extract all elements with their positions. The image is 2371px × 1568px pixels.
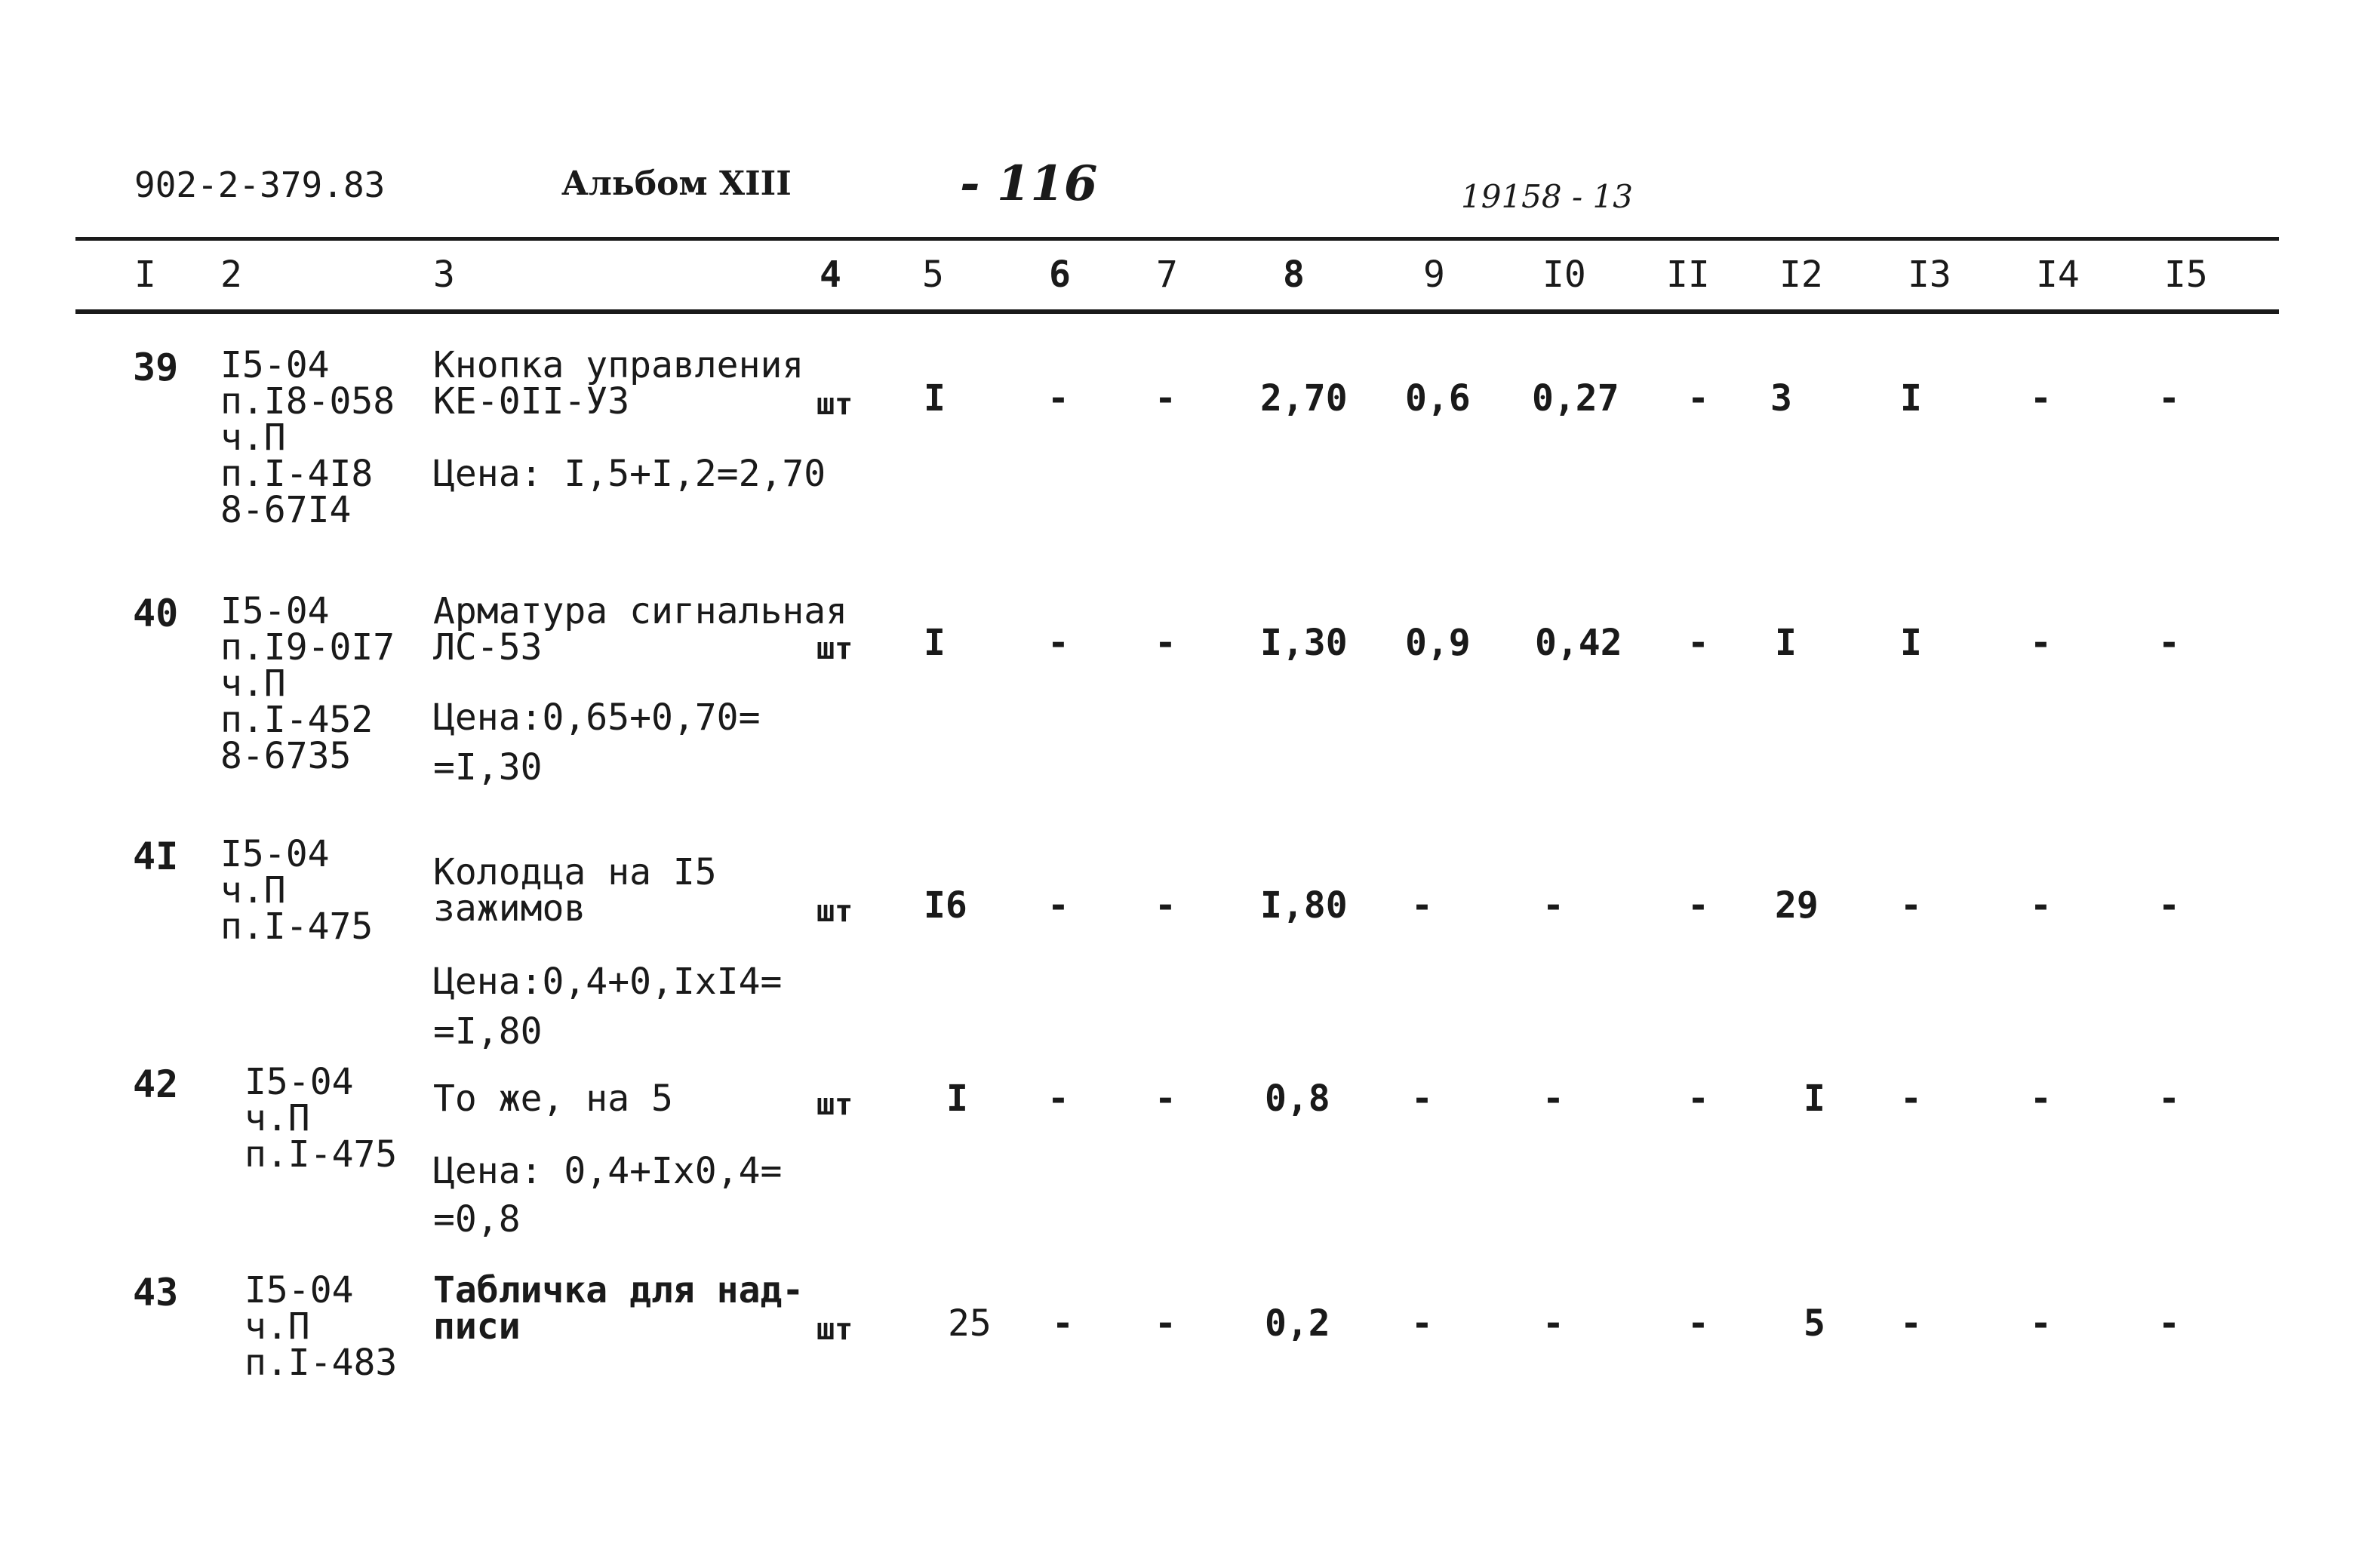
col-8-value: I,30 — [1260, 622, 1348, 664]
col-15-value: - — [2158, 1078, 2180, 1120]
norm-code: I5-04 п.I8-058 ч.П п.I-4I8 8-67I4 — [220, 344, 395, 531]
price-note: Цена:0,65+0,70= =I,30 — [433, 696, 761, 789]
col-5-value: I — [946, 1078, 968, 1120]
row-number: 39 — [133, 346, 179, 389]
album-label: Альбом XIII — [561, 164, 792, 203]
norm-code: I5-04 п.I9-0I7 ч.П п.I-452 8-6735 — [220, 590, 395, 777]
unit: шт — [816, 894, 853, 929]
col-10-value: - — [1542, 1078, 1564, 1120]
col-12-value: 29 — [1775, 884, 1819, 927]
col-14-value: - — [2030, 884, 2052, 927]
col-num-2: 2 — [220, 254, 242, 296]
row-number: 42 — [133, 1062, 179, 1106]
unit: шт — [816, 632, 853, 666]
col-6-value: - — [1052, 1302, 1074, 1345]
item-name: То же, на 5 — [433, 1078, 673, 1120]
col-11-value: - — [1687, 622, 1709, 664]
col-13-value: - — [1900, 1078, 1922, 1120]
col-15-value: - — [2158, 884, 2180, 927]
col-9-value: - — [1411, 1302, 1433, 1345]
col-num-6: 6 — [1049, 254, 1071, 296]
col-num-5: 5 — [922, 254, 944, 296]
page-number-handwritten: - 116 — [960, 155, 1098, 212]
col-6-value: - — [1047, 377, 1069, 420]
col-num-11: II — [1666, 254, 1710, 296]
col-5-value: 25 — [948, 1302, 992, 1345]
header-top-rule — [75, 237, 2279, 241]
col-num-4: 4 — [820, 254, 841, 296]
col-5-value: I6 — [924, 884, 967, 927]
col-num-13: I3 — [1908, 254, 1951, 296]
col-9-value: - — [1411, 884, 1433, 927]
unit: шт — [816, 387, 853, 422]
col-10-value: 0,27 — [1532, 377, 1619, 420]
col-6-value: - — [1047, 622, 1069, 664]
col-11-value: - — [1687, 1078, 1709, 1120]
norm-code: I5-04 ч.П п.I-483 — [244, 1269, 398, 1384]
header-bottom-rule — [75, 309, 2279, 314]
row-number: 4I — [133, 835, 179, 878]
col-15-value: - — [2158, 1302, 2180, 1345]
col-15-value: - — [2158, 377, 2180, 420]
col-num-14: I4 — [2036, 254, 2080, 296]
col-6-value: - — [1047, 1078, 1069, 1120]
col-10-value: 0,42 — [1535, 622, 1622, 664]
col-7-value: - — [1155, 377, 1176, 420]
col-14-value: - — [2030, 1302, 2052, 1345]
col-11-value: - — [1687, 377, 1709, 420]
col-8-value: 0,8 — [1265, 1078, 1330, 1120]
col-num-15: I5 — [2164, 254, 2208, 296]
col-9-value: 0,6 — [1405, 377, 1471, 420]
col-12-value: I — [1804, 1078, 1825, 1120]
col-10-value: - — [1542, 884, 1564, 927]
col-10-value: - — [1542, 1302, 1564, 1345]
norm-code: I5-04 ч.П п.I-475 — [220, 833, 374, 948]
col-8-value: I,80 — [1260, 884, 1348, 927]
col-8-value: 0,2 — [1265, 1302, 1330, 1345]
document-code: 902-2-379.83 — [134, 164, 386, 205]
norm-code: I5-04 ч.П п.I-475 — [244, 1061, 398, 1176]
price-note: Цена:0,4+0,IxI4= =I,80 — [433, 961, 783, 1053]
price-note: Цена: I,5+I,2=2,70 — [433, 453, 826, 495]
item-name: Табличка для над- писи — [433, 1269, 804, 1348]
col-12-value: 3 — [1770, 377, 1792, 420]
item-name: Арматура сигнальная ЛС-53 — [433, 590, 848, 669]
col-7-value: - — [1155, 1302, 1176, 1345]
col-14-value: - — [2030, 622, 2052, 664]
row-number: 40 — [133, 592, 179, 635]
col-7-value: - — [1155, 1078, 1176, 1120]
col-12-value: I — [1775, 622, 1797, 664]
col-13-value: - — [1900, 884, 1922, 927]
col-9-value: - — [1411, 1078, 1433, 1120]
col-num-1: I — [134, 254, 156, 296]
col-11-value: - — [1687, 1302, 1709, 1345]
col-num-3: 3 — [433, 254, 455, 296]
col-7-value: - — [1155, 622, 1176, 664]
col-13-value: - — [1900, 1302, 1922, 1345]
col-12-value: 5 — [1804, 1302, 1825, 1345]
reference-number-handwritten: 19158 - 13 — [1461, 178, 1633, 215]
col-14-value: - — [2030, 377, 2052, 420]
col-11-value: - — [1687, 884, 1709, 927]
col-15-value: - — [2158, 622, 2180, 664]
col-num-8: 8 — [1283, 254, 1305, 296]
col-num-9: 9 — [1423, 254, 1445, 296]
item-name: Кнопка управления КЕ-0II-У3 — [433, 344, 804, 423]
col-num-7: 7 — [1156, 254, 1178, 296]
unit: шт — [816, 1087, 853, 1122]
col-7-value: - — [1155, 884, 1176, 927]
price-note: Цена: 0,4+Ix0,4= =0,8 — [433, 1150, 783, 1241]
col-8-value: 2,70 — [1260, 377, 1348, 420]
unit: шт — [816, 1312, 853, 1347]
col-13-value: I — [1900, 377, 1922, 420]
col-5-value: I — [924, 377, 946, 420]
col-num-12: I2 — [1779, 254, 1823, 296]
col-13-value: I — [1900, 622, 1922, 664]
item-name: Колодца на I5 зажимов — [433, 851, 717, 930]
col-14-value: - — [2030, 1078, 2052, 1120]
col-5-value: I — [924, 622, 946, 664]
row-number: 43 — [133, 1271, 179, 1314]
col-9-value: 0,9 — [1405, 622, 1471, 664]
col-6-value: - — [1047, 884, 1069, 927]
col-num-10: I0 — [1542, 254, 1586, 296]
